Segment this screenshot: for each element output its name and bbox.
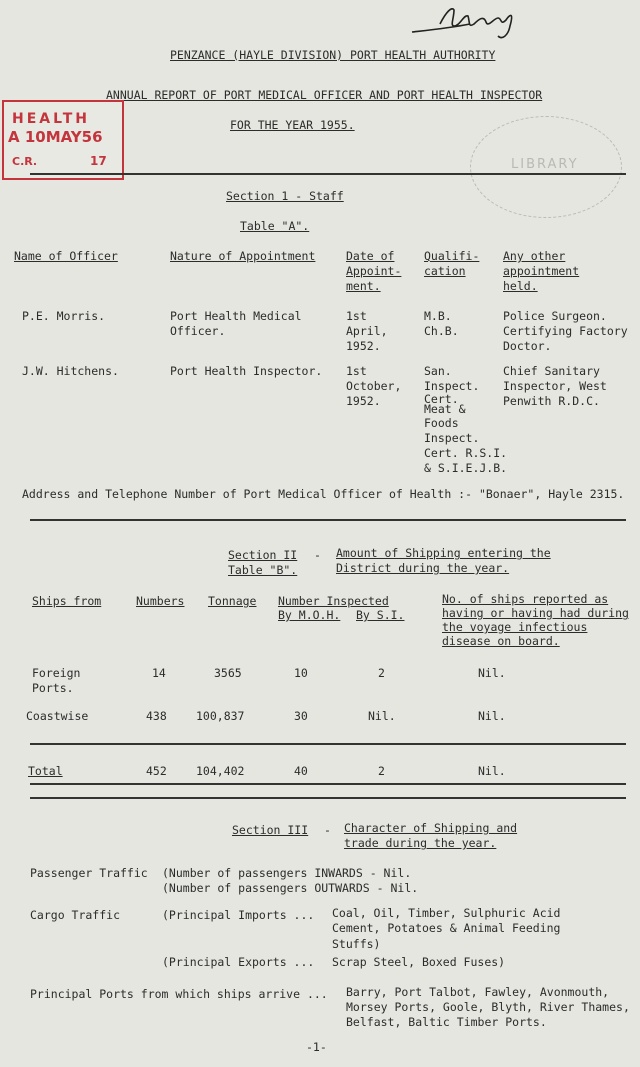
section2-dash: - [314, 548, 321, 562]
year-line: FOR THE YEAR 1955. [230, 118, 355, 132]
col-qual-header-2: cation [424, 264, 466, 278]
imports-list: Stuffs) [332, 937, 381, 951]
qualification: Inspect. [424, 431, 480, 445]
officer-name: P.E. Morris. [22, 309, 106, 323]
stamp-line-4: 17 [90, 154, 107, 168]
other-appointment: Inspector, West [503, 379, 607, 393]
imports-label: (Principal Imports ... [162, 908, 315, 922]
seal-text: LIBRARY [511, 157, 579, 172]
library-seal [470, 116, 622, 218]
col-date-header-3: ment. [346, 279, 381, 293]
total-by-moh: 40 [294, 764, 308, 778]
stamp-line-1: HEALTH [12, 111, 90, 127]
qualification: Meat & [424, 402, 466, 416]
ships-from: Coastwise [26, 709, 89, 723]
col-by-moh: By M.O.H. [278, 608, 341, 622]
cargo-traffic-label: Cargo Traffic [30, 908, 121, 922]
col-date-header-1: Date of [346, 249, 395, 263]
ships-numbers: 438 [146, 709, 167, 723]
section3-subtitle-1: Character of Shipping and [344, 821, 518, 835]
section3-subtitle-2: trade during the year. [344, 836, 497, 850]
appointment-date: 1952. [346, 339, 381, 353]
inspected-by-si: 2 [378, 666, 385, 680]
col-name-header: Name of Officer [14, 249, 118, 263]
col-qual-header-1: Qualifi- [424, 249, 480, 263]
qualification: Ch.B. [424, 324, 459, 338]
total-by-si: 2 [378, 764, 385, 778]
total-tonnage: 104,402 [196, 764, 245, 778]
qualification: Inspect. [424, 379, 480, 393]
other-appointment: Certifying Factory [503, 324, 628, 338]
qualification: Cert. R.S.I. [424, 446, 508, 460]
ships-tonnage: 3565 [214, 666, 242, 680]
col-nature-header: Nature of Appointment [170, 249, 316, 263]
appointment-date: April, [346, 324, 388, 338]
section2-end-rule [30, 797, 626, 799]
appointment-date: 1952. [346, 394, 381, 408]
col-infectious-3: the voyage infectious [442, 620, 588, 634]
total-numbers: 452 [146, 764, 167, 778]
ships-tonnage: 100,837 [196, 709, 245, 723]
ships-from: Foreign [32, 666, 81, 680]
passenger-traffic-label: Passenger Traffic [30, 866, 148, 880]
section2-subtitle-2: District during the year. [336, 561, 510, 575]
appointment-nature: Officer. [170, 324, 226, 338]
appointment-nature: Port Health Inspector. [170, 364, 323, 378]
principal-ports-list: Morsey Ports, Goole, Blyth, River Thames, [346, 1000, 630, 1014]
exports-label: (Principal Exports ... [162, 955, 315, 969]
other-appointment: Chief Sanitary [503, 364, 600, 378]
stamp-line-2: A 10MAY56 [8, 128, 103, 146]
col-infectious-1: No. of ships reported as [442, 592, 609, 606]
appointment-date: 1st [346, 309, 367, 323]
col-tonnage: Tonnage [208, 594, 257, 608]
col-by-si: By S.I. [356, 608, 405, 622]
received-stamp [2, 100, 124, 180]
library-signature [410, 2, 520, 42]
report-title: ANNUAL REPORT OF PORT MEDICAL OFFICER AND PORT HEALTH INSPECTOR [106, 88, 543, 102]
imports-list: Coal, Oil, Timber, Sulphuric Acid [332, 906, 561, 920]
other-appointment: Police Surgeon. [503, 309, 607, 323]
col-infectious-4: disease on board. [442, 634, 560, 648]
section2-title: Section II [228, 548, 298, 562]
total-label: Total [28, 764, 63, 778]
total-bottom-rule [30, 783, 626, 785]
col-number-inspected: Number Inspected [278, 594, 389, 608]
ships-from: Ports. [32, 681, 74, 695]
appointment-nature: Port Health Medical [170, 309, 302, 323]
principal-ports-label: Principal Ports from which ships arrive ... [30, 987, 328, 1001]
exports-list: Scrap Steel, Boxed Fuses) [332, 955, 506, 969]
ships-numbers: 14 [152, 666, 166, 680]
col-ships-from: Ships from [32, 594, 102, 608]
section1-end-rule [30, 519, 626, 521]
infectious-reports: Nil. [478, 709, 506, 723]
col-numbers: Numbers [136, 594, 185, 608]
passengers-outwards: (Number of passengers OUTWARDS - Nil. [162, 881, 419, 895]
other-appointment: Doctor. [503, 339, 552, 353]
col-infectious-2: having or having had during [442, 606, 629, 620]
inspected-by-si: Nil. [368, 709, 396, 723]
infectious-reports: Nil. [478, 666, 506, 680]
passengers-inwards: (Number of passengers INWARDS - Nil. [162, 866, 412, 880]
imports-list: Cement, Potatoes & Animal Feeding [332, 921, 561, 935]
col-other-header-1: Any other [503, 249, 566, 263]
total-infectious: Nil. [478, 764, 506, 778]
col-other-header-3: held. [503, 279, 538, 293]
total-top-rule [30, 743, 626, 745]
principal-ports-list: Belfast, Baltic Timber Ports. [346, 1015, 547, 1029]
section2-subtitle-1: Amount of Shipping entering the [336, 546, 551, 560]
inspected-by-moh: 30 [294, 709, 308, 723]
page-number: -1- [306, 1040, 327, 1054]
appointment-date: October, [346, 379, 402, 393]
qualification: Cert. [424, 392, 459, 406]
inspected-by-moh: 10 [294, 666, 308, 680]
authority-title: PENZANCE (HAYLE DIVISION) PORT HEALTH AUTHORITY [170, 48, 496, 62]
section3-title: Section III [232, 823, 309, 837]
qualification: M.B. [424, 309, 452, 323]
qualification: San. [424, 364, 452, 378]
officer-name: J.W. Hitchens. [22, 364, 119, 378]
other-appointment: Penwith R.D.C. [503, 394, 600, 408]
table-a-label: Table "A". [240, 219, 310, 233]
col-other-header-2: appointment [503, 264, 580, 278]
table-b-label: Table "B". [228, 563, 298, 577]
principal-ports-list: Barry, Port Talbot, Fawley, Avonmouth, [346, 985, 610, 999]
header-rule [30, 173, 626, 175]
section1-title: Section 1 - Staff [226, 189, 344, 203]
stamp-line-3: C.R. [12, 155, 38, 168]
qualification: & S.I.E.J.B. [424, 461, 508, 475]
col-date-header-2: Appoint- [346, 264, 402, 278]
qualification: Foods [424, 416, 459, 430]
appointment-date: 1st [346, 364, 367, 378]
address-line: Address and Telephone Number of Port Medical Officer of Health :- "Bonaer", Hayle 2315. [22, 487, 625, 501]
section3-dash: - [324, 823, 331, 837]
